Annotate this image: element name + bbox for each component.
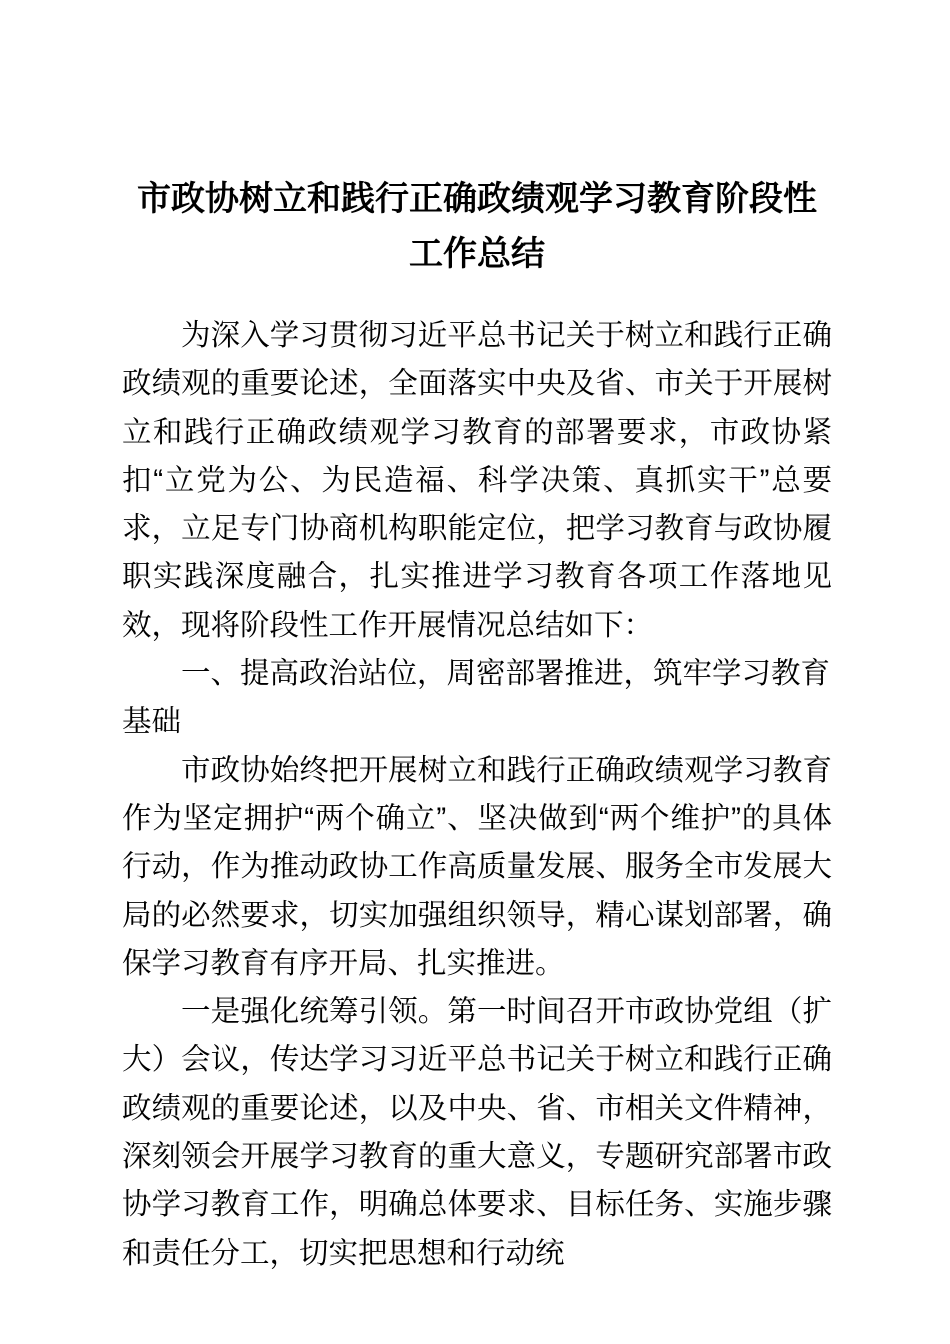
intro-paragraph: 为深入学习贯彻习近平总书记关于树立和践行正确政绩观的重要论述，全面落实中央及省、市关于开展树立和践行正确政绩观学习教育的部署要求，市政协紧扣“立党为公、为民造福、科学决策、真抓实干”总要求，立足专门协商机构职能定位，把学习教育与政协履职实践深度融合，扎实推进学习教育各项工作落地见效，现将阶段性工作开展情况总结如下：	[122, 319, 832, 642]
subsection-one-paragraph: 一是强化统筹引领。第一时间召开市政协党组（扩大）会议，传达学习习近平总书记关于树立和践行正确政绩观的重要论述，以及中央、省、市相关文件精神，深刻领会开展学习教育的重大意义，专题研究部署市政协学习教育工作，明确总体要求、目标任务、实施步骤和责任分工，切实把思想和行动统	[122, 995, 832, 1270]
document-text-column	[122, 0, 832, 1278]
section-one-paragraph: 市政协始终把开展树立和践行正确政绩观学习教育作为坚定拥护“两个确立”、坚决做到“两个维护”的具体行动，作为推动政协工作高质量发展、服务全市发展大局的必然要求，切实加强组织领导，精心谋划部署，确保学习教育有序开局、扎实推进。	[122, 753, 832, 980]
section-heading-one: 一、提高政治站位，周密部署推进，筑牢学习教育基础	[122, 657, 831, 739]
page-title: 市政协树立和践行正确政绩观学习教育阶段性工作总结	[137, 180, 817, 273]
